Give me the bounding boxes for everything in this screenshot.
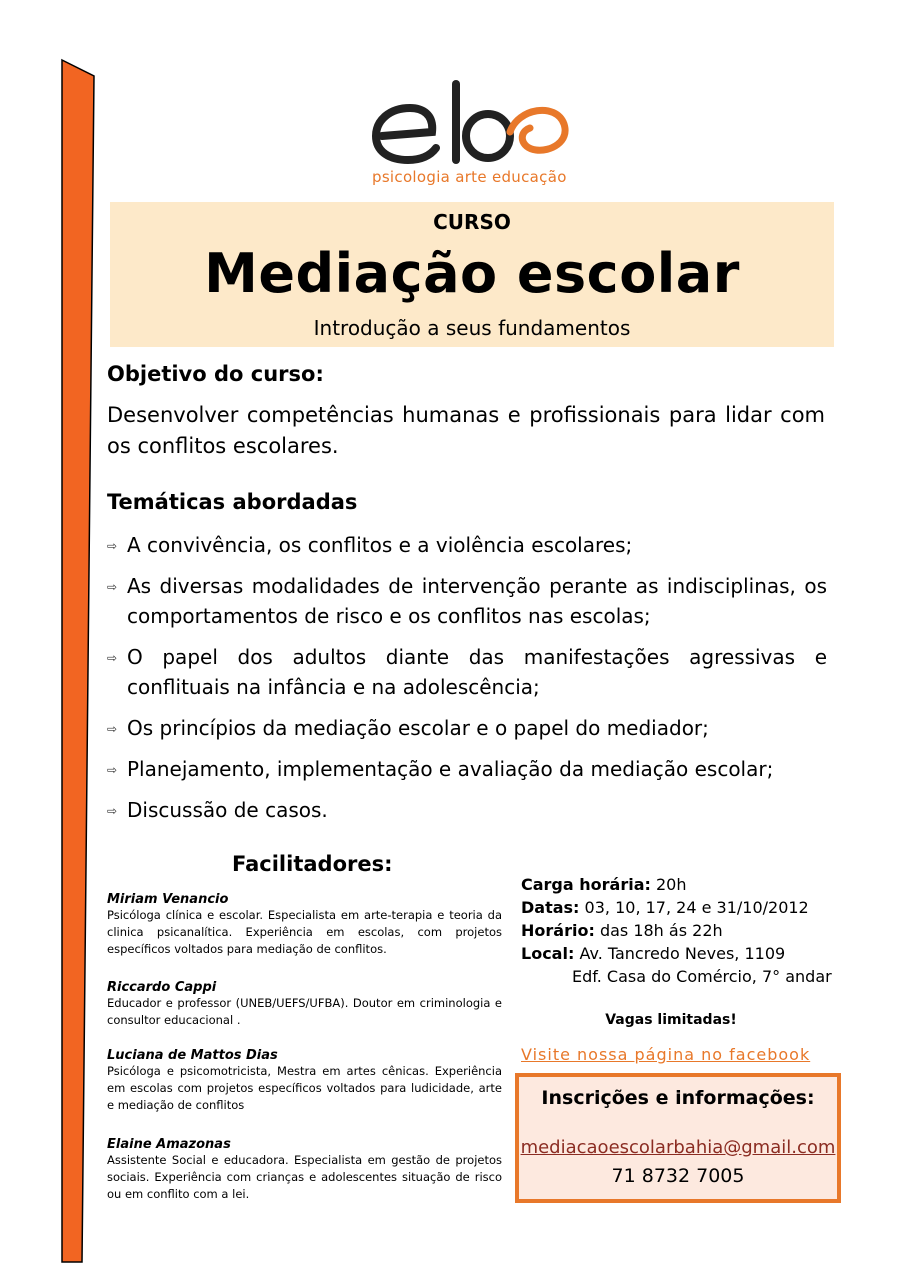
arrow-right-icon: ⇨ [107, 539, 118, 553]
topics-heading: Temáticas abordadas [107, 490, 358, 514]
contact-heading: Inscrições e informações: [541, 1087, 815, 1109]
facilitator-card [107, 980, 502, 1029]
objective-text: Desenvolver competências humanas e profissionais para lidar com os conflitos escolares. [107, 403, 825, 458]
facilitator-description: Psicóloga e psicomotricista, Mestra em artes cênicas. Experiência em escolas com projetos específicos voltados para ludicidade, arte e mediação de conflitos [107, 1064, 502, 1112]
time-row: Horário: das 18h ás 22h [521, 921, 723, 940]
facebook-link[interactable]: Visite nossa página no facebook [521, 1045, 811, 1064]
limited-spots-note: Vagas limitadas! [605, 1012, 737, 1028]
facilitator-name: Riccardo Cappi [107, 980, 217, 995]
workload-row: Carga horária: 20h [521, 875, 687, 894]
facilitator-description: Assistente Social e educadora. Especialista em gestão de projetos sociais. Experiência com crianças e adolescentes situação de risco ou em conflito com a lei. [107, 1153, 502, 1201]
dates-row: Datas: 03, 10, 17, 24 e 31/10/2012 [521, 898, 809, 917]
facilitator-name: Miriam Venancio [107, 892, 229, 907]
facilitator-card [107, 1048, 502, 1114]
topic-item: ⇨ Discussão de casos. [107, 795, 827, 825]
contact-box [515, 1073, 841, 1203]
page-subtitle: Introdução a seus fundamentos [313, 316, 631, 340]
arrow-right-icon: ⇨ [107, 804, 118, 818]
topic-item: ⇨ Os princípios da mediação escolar e o papel do mediador; [107, 713, 827, 743]
facilitator-description: Psicóloga clínica e escolar. Especialista em arte-terapia e teoria da clinica psicanalítica. Experiência em escolas, com projetos específicos voltados para mediação de conflitos. [107, 908, 502, 956]
page-title: Mediação escolar [204, 242, 740, 305]
facilitator-name: Luciana de Mattos Dias [107, 1048, 278, 1063]
arrow-right-icon: ⇨ [107, 763, 118, 777]
contact-phone: 71 8732 7005 [611, 1165, 745, 1187]
facilitators-heading: Facilitadores: [232, 852, 393, 876]
topic-item: ⇨ O papel dos adultos diante das manifestações agressivas e conflituais na infância e na adolescência; [107, 645, 827, 699]
topic-item: ⇨ As diversas modalidades de intervenção perante as indisciplinas, os comportamentos de risco e os conflitos nas escolas; [107, 574, 827, 628]
topic-item: ⇨ A convivência, os conflitos e a violência escolares; [107, 530, 827, 560]
topic-item: ⇨ Planejamento, implementação e avaliação da mediação escolar; [107, 754, 827, 784]
facilitator-name: Elaine Amazonas [107, 1137, 231, 1152]
contact-email-link[interactable]: mediacaoescolarbahia@gmail.com [520, 1137, 836, 1158]
orange-side-stripe [0, 0, 120, 1280]
location-row-2: Edf. Casa do Comércio, 7° andar [572, 967, 832, 986]
facilitator-description: Educador e professor (UNEB/UEFS/UFBA). Doutor em criminologia e consultor educacional . [107, 996, 502, 1027]
arrow-right-icon: ⇨ [107, 580, 118, 594]
arrow-right-icon: ⇨ [107, 651, 118, 665]
course-info [521, 873, 832, 988]
title-banner [110, 202, 834, 347]
location-row: Local: Av. Tancredo Neves, 1109 [521, 944, 786, 963]
topics-list [107, 530, 827, 836]
course-kicker: CURSO [433, 210, 511, 234]
logo-tagline: psicologia arte educação [372, 168, 567, 186]
arrow-right-icon: ⇨ [107, 722, 118, 736]
facilitator-card [107, 1137, 502, 1203]
facilitator-card [107, 892, 502, 958]
objective-heading: Objetivo do curso: [107, 362, 324, 386]
